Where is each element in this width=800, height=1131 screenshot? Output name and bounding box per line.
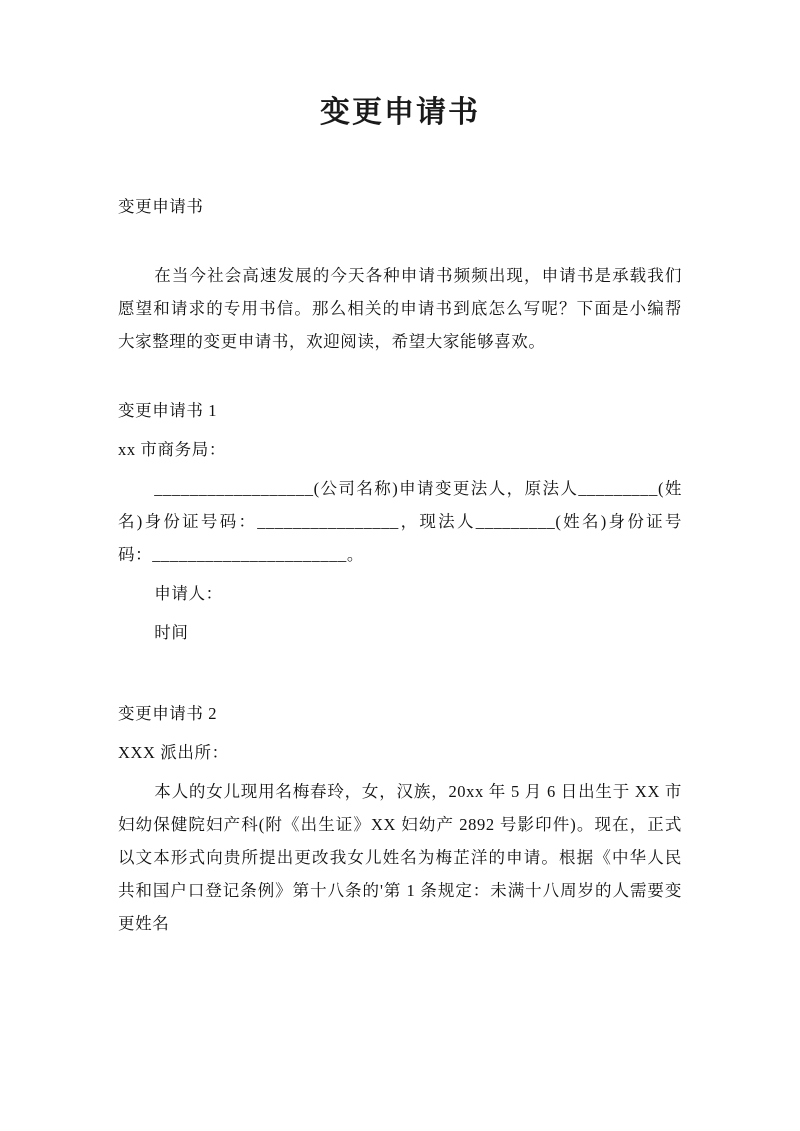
spacer: [118, 380, 682, 394]
section-1-heading: 变更申请书 1: [118, 401, 218, 420]
page-title: 变更申请书: [320, 96, 480, 129]
section-1-addressee: xx 市商务局：: [118, 440, 226, 459]
document-subtitle: 变更申请书: [118, 197, 204, 216]
section-2-body: 本人的女儿现用名梅春玲，女，汉族，20xx 年 5 月 6 日出生于 XX 市妇幼保健院妇产科(附《出生证》XX 妇幼产 2892 号影印件)。现在，正式以文本形式向贵所提出更改我女儿姓名为梅芷洋的申请。根据《中华人民共和国户口登记条例》第十八条的'第 1 条规定：未满十八周岁的人需要变更姓名: [118, 782, 682, 933]
spacer: [118, 671, 682, 697]
section-2-addressee: XXX 派出所：: [118, 743, 229, 762]
spacer: [118, 245, 682, 259]
section-1-date-label: 时间: [154, 623, 189, 642]
intro-paragraph: 在当今社会高速发展的今天各种申请书频频出现，申请书是承载我们愿望和请求的专用书信。那么相关的申请书到底怎么写呢？下面是小编帮大家整理的变更申请书，欢迎阅读，希望大家能够喜欢。: [118, 266, 682, 351]
section-1-signature-label: 申请人：: [154, 584, 223, 603]
section-1-body: __________________(公司名称)申请变更法人，原法人_________(姓名)身份证号码：________________，现法人_________(姓名)身份证号码：______________________。: [118, 479, 682, 564]
document-body: [118, 190, 682, 940]
section-2-heading: 变更申请书 2: [118, 704, 218, 723]
